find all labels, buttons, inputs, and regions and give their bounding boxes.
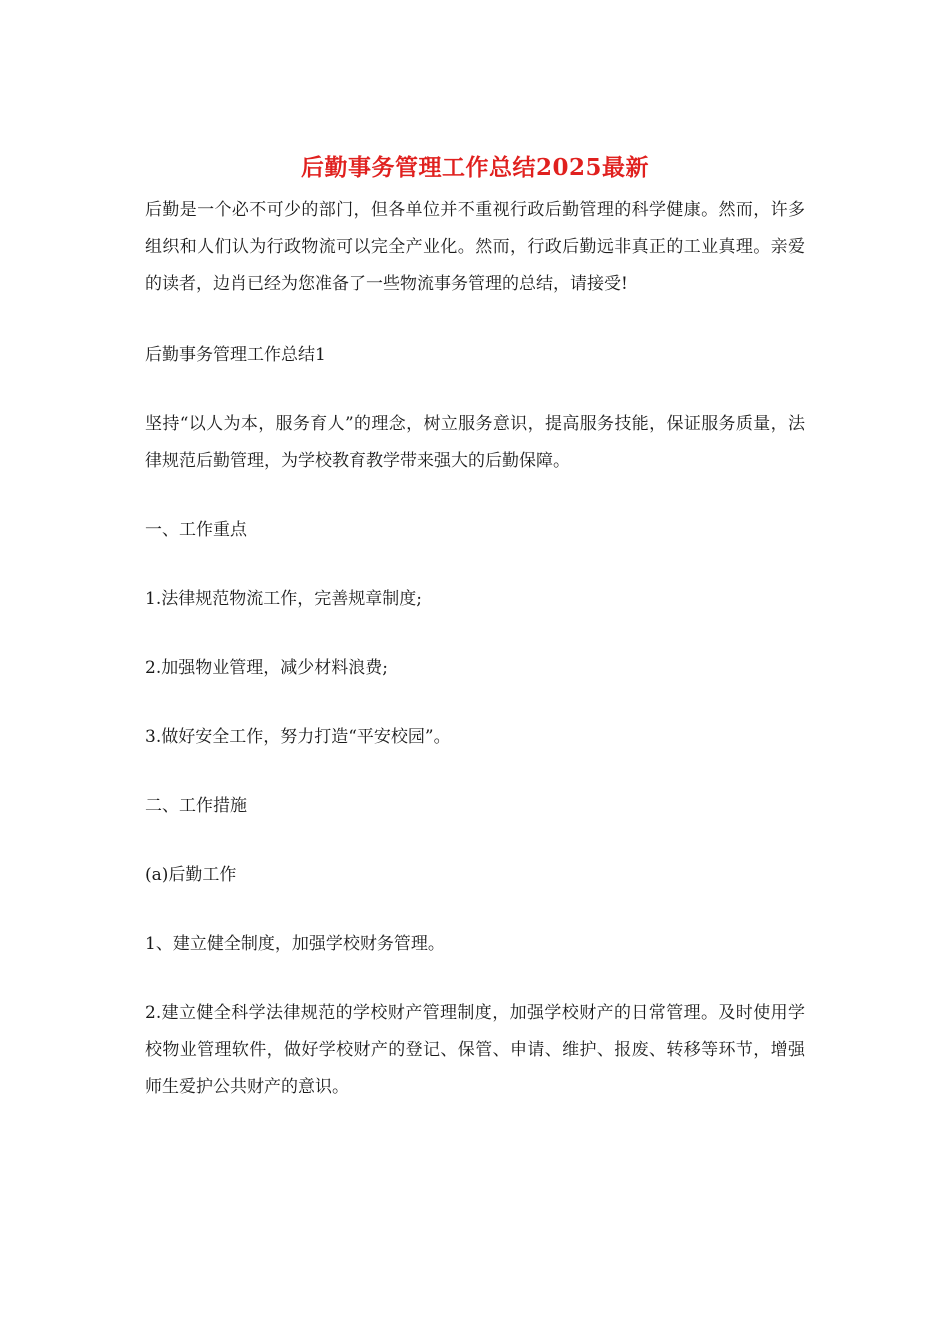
part2-heading: 二、工作措施 xyxy=(145,796,247,816)
sub-a-heading: (a)后勤工作 xyxy=(145,865,237,885)
measure-1: 1、建立健全制度，加强学校财务管理。 xyxy=(145,934,445,954)
section-heading: 后勤事务管理工作总结1 xyxy=(145,345,326,365)
document-body xyxy=(145,192,805,1106)
document-title: 后勤事务管理工作总结2025最新 xyxy=(300,154,649,181)
intro-paragraph: 后勤是一个必不可少的部门，但各单位并不重视行政后勤管理的科学健康。然而，许多组织和人们认为行政物流可以完全产业化。然而，行政后勤远非真正的工业真理。亲爱的读者，边肖已经为您准备了一些物流事务管理的总结，请接受! xyxy=(145,200,805,294)
point-2: 2.加强物业管理，减少材料浪费; xyxy=(145,658,388,678)
part1-heading: 一、工作重点 xyxy=(145,520,247,540)
point-1: 1.法律规范物流工作，完善规章制度; xyxy=(145,589,422,609)
point-3: 3.做好安全工作，努力打造“平安校园”。 xyxy=(145,727,451,747)
measure-2: 2.建立健全科学法律规范的学校财产管理制度，加强学校财产的日常管理。及时使用学校物业管理软件，做好学校财产的登记、保管、申请、维护、报废、转移等环节，增强师生爱护公共财产的意识。 xyxy=(145,1003,805,1097)
principle-paragraph: 坚持“以人为本，服务育人”的理念，树立服务意识，提高服务技能，保证服务质量，法律规范后勤管理，为学校教育教学带来强大的后勤保障。 xyxy=(145,414,805,471)
